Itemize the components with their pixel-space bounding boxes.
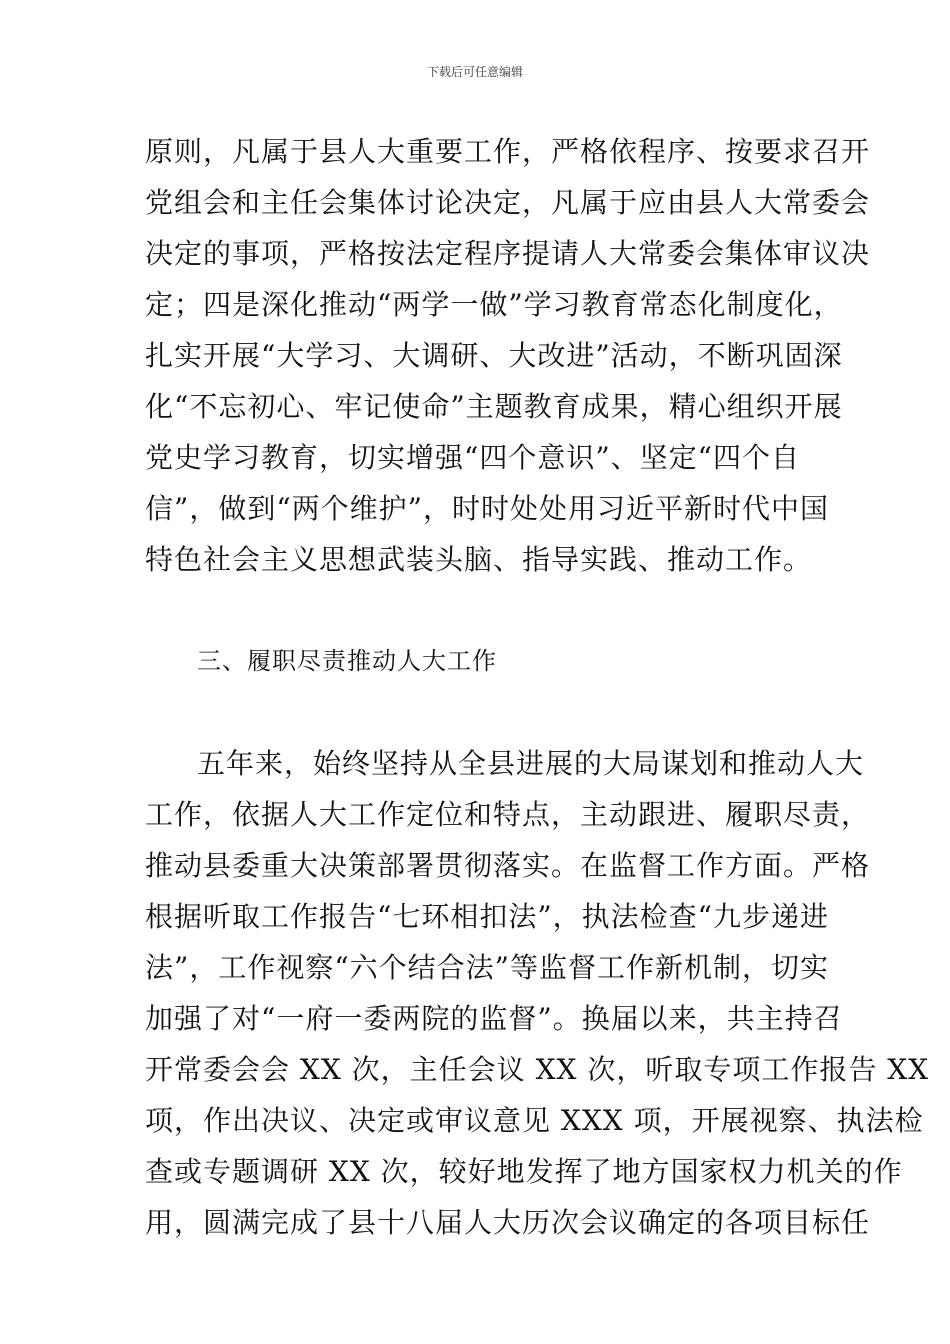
section-heading: 三、履职尽责推动人大工作	[197, 647, 497, 675]
text-line: 特色社会主义思想武装头脑、指导实践、推动工作。	[145, 543, 813, 576]
paragraph-continuation	[145, 126, 871, 585]
text-line: 根据听取工作报告“七环相扣法”，执法检查“九步递进	[145, 900, 829, 933]
text-line: 化“不忘初心、牢记使命”主题教育成果，精心组织开展	[145, 390, 843, 423]
text-line: 决定的事项，严格按法定程序提请人大常委会集体审议决	[145, 237, 871, 270]
text-line: 推动县委重大决策部署贯彻落实。在监督工作方面。严格	[145, 849, 871, 882]
document-body	[145, 126, 930, 1248]
text-line: 用，圆满完成了县十八届人大历次会议确定的各项目标任	[145, 1206, 871, 1239]
text-line: 法”，工作视察“六个结合法”等监督工作新机制，切实	[145, 951, 829, 984]
text-line: 项，作出决议、决定或审议意见 XXX 项，开展视察、执法检	[145, 1104, 924, 1137]
text-line: 党组会和主任会集体讨论决定，凡属于应由县人大常委会	[145, 186, 871, 219]
text-line: 原则，凡属于县人大重要工作，严格依程序、按要求召开	[145, 135, 871, 168]
paragraph-section3	[145, 738, 930, 1248]
text-line: 加强了对“一府一委两院的监督”。换届以来，共主持召	[145, 1002, 843, 1035]
text-line: 查或专题调研 XX 次，较好地发挥了地方国家权力机关的作	[145, 1155, 903, 1188]
text-line: 党史学习教育，切实增强“四个意识”、坚定“四个自	[145, 441, 800, 474]
text-line: 五年来，始终坚持从全县进展的大局谋划和推动人大	[197, 747, 865, 780]
text-line: 信”，做到“两个维护”，时时处处用习近平新时代中国	[145, 492, 829, 525]
text-line: 开常委会会 XX 次，主任会议 XX 次，听取专项工作报告 XX	[145, 1053, 930, 1086]
text-line: 扎实开展“大学习、大调研、大改进”活动，不断巩固深	[145, 339, 843, 372]
text-line: 工作，依据人大工作定位和特点，主动跟进、履职尽责，	[145, 798, 871, 831]
text-line: 定；四是深化推动“两学一做”学习教育常态化制度化，	[145, 288, 843, 321]
page-header-note: 下载后可任意编辑	[426, 65, 523, 79]
